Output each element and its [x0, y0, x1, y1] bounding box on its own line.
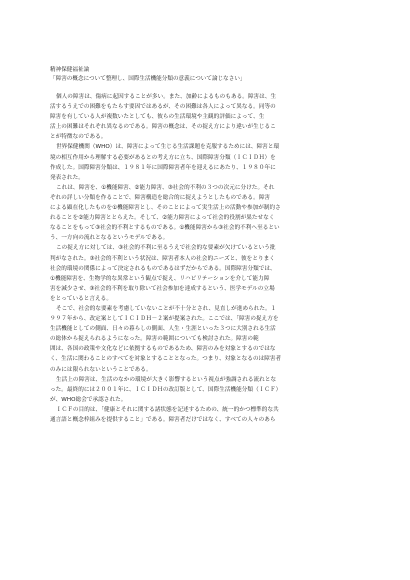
paragraph-line: 囲は、各国の政策や文化などに依拠するものであるため、障害のみを対象とするのではな — [50, 346, 276, 353]
paragraph — [50, 375, 360, 405]
paragraph-line: ＩＣＦの目的は、「健康とそれに関する諸状態を記述するための、統一的かつ標準的な共 — [56, 406, 279, 413]
paragraph-line: う、一方向の流れとなるというモデルである。 — [50, 235, 169, 242]
paragraph — [50, 304, 360, 375]
paragraph-line: 個人の障害は、傷病に起因することが多い。また、加齢によるものもある。障害は、生 — [56, 94, 277, 100]
paragraph — [50, 92, 360, 142]
paragraph-line: 活上の困難はそれぞれ異なるのである。障害の概念は、その捉え方により違いが生じるこ — [50, 124, 276, 131]
paragraph-line: 害を減少させ、③社会的不利を取り除いて社会参加を達成するという、医学モデルの立場 — [50, 285, 275, 292]
document-body — [50, 66, 360, 425]
paragraph-line: 通言語と概念枠組みを提供すること」である。障害者だけではなく、すべての人々のあら — [50, 417, 276, 423]
paragraph-line: の総体から捉えられるようになった。障害の範囲についても検討された。障害の範 — [50, 336, 259, 343]
paragraph-line: をとっていると言える。 — [50, 295, 112, 302]
paragraph — [50, 405, 360, 425]
paragraph-line: 境の相互作用から理解する必要があるとの考え方に立ち、国際障害分類（ＩＣＩＤＨ）を — [50, 154, 276, 161]
paragraph-line: 生活機能としての側面、日々の暮らしの側面、人生・生涯といった３つに大別される生活 — [50, 326, 276, 333]
paragraph-line: 社会的環境の関係によって決定されるものであるはずだからである。国際障害分類では、 — [50, 265, 276, 272]
paragraph-line: ぞれの詳しい分類を作ることで、障害構造を総合的に捉えようとしたものである。障害 — [50, 194, 270, 201]
paragraph-line: く、生活に関わることのすべてを対象とすることとなった。つまり、対象となるのは障害者 — [50, 356, 282, 363]
paragraph-line: とが特徴なのである。 — [50, 134, 107, 141]
paragraph-line: 判がなされた。③社会的不利という状況は、障害者本人の社会的ニーズと、彼をとりまく — [50, 255, 275, 262]
paragraph-line: れることを②能力障害ととらえた。そして、②能力障害によって社会的役割が果たせなく — [50, 215, 275, 222]
paragraph-line: 障害を有している人が複数いたとしても、彼らの生活環境や主観的評価によって、生 — [50, 114, 265, 121]
document-paragraphs — [50, 92, 360, 425]
paragraph-line: 世界保健機関（WHO）は、障害によって生じる生活課題を克服するためには、障害と環 — [56, 144, 280, 151]
paragraph — [50, 183, 360, 244]
paragraph-line: 作成した。国際障害分類は、１９８１年に国際障害者年を迎えるにあたり、１９８０年に — [50, 164, 276, 171]
paragraph-line: ①機能障害を、生物学的な異常という観点で捉え、リハビリテーションを介して能力障 — [50, 275, 270, 282]
paragraph-line: ９９７年から、改定案としてＩＣＩＤＨ－２案が提案された。ここでは、「障害の捉え方を — [50, 316, 279, 323]
paragraph-line: この捉え方に対しては、③社会的不利に至るうえで社会的な要素が欠けているという批 — [56, 245, 276, 252]
paragraph — [50, 142, 360, 182]
paragraph-line: 生活上の障害は、生活のなかの環境が大きく影響するという視点が強調される流れとな — [56, 376, 277, 383]
paragraph-line: 発表された。 — [50, 174, 84, 181]
paragraph-line: った。最終的には２００１年に、ＩＣＩＤＨの改訂版として、国際生活機能分類（ＩＣＦ） — [50, 386, 282, 393]
document-subject: 精神保健福祉論 — [50, 67, 90, 73]
paragraph-line: 活するうえでの困難をもたらす要因ではあるが、その困難は各人によって異なる。同等の — [50, 104, 276, 111]
paragraph-line: のみには限られないということである。 — [50, 366, 152, 373]
paragraph-line: が、WHO総会で承認された。 — [50, 396, 127, 403]
paragraph-line: これは、障害を、①機能障害、②能力障害、③社会的不利の３つの次元に分けた。それ — [56, 184, 275, 191]
document-topic: 「障害の概念について整理し、国際生活機能分類の意義について論じなさい」 — [50, 76, 246, 82]
paragraph-line: による顕在化したものを①機能障害とし、そのことによって実生活上の活動や参加が制約さ — [50, 205, 281, 212]
paragraph-line: なることをもって③社会的不利とするものである。①機能障害から③社会的不利へ至るとい — [50, 225, 280, 232]
paragraph-line: そこで、社会的な要素を考慮していないことが不十分とされ、見直しが進められた。１ — [56, 305, 277, 312]
paragraph — [50, 243, 360, 304]
